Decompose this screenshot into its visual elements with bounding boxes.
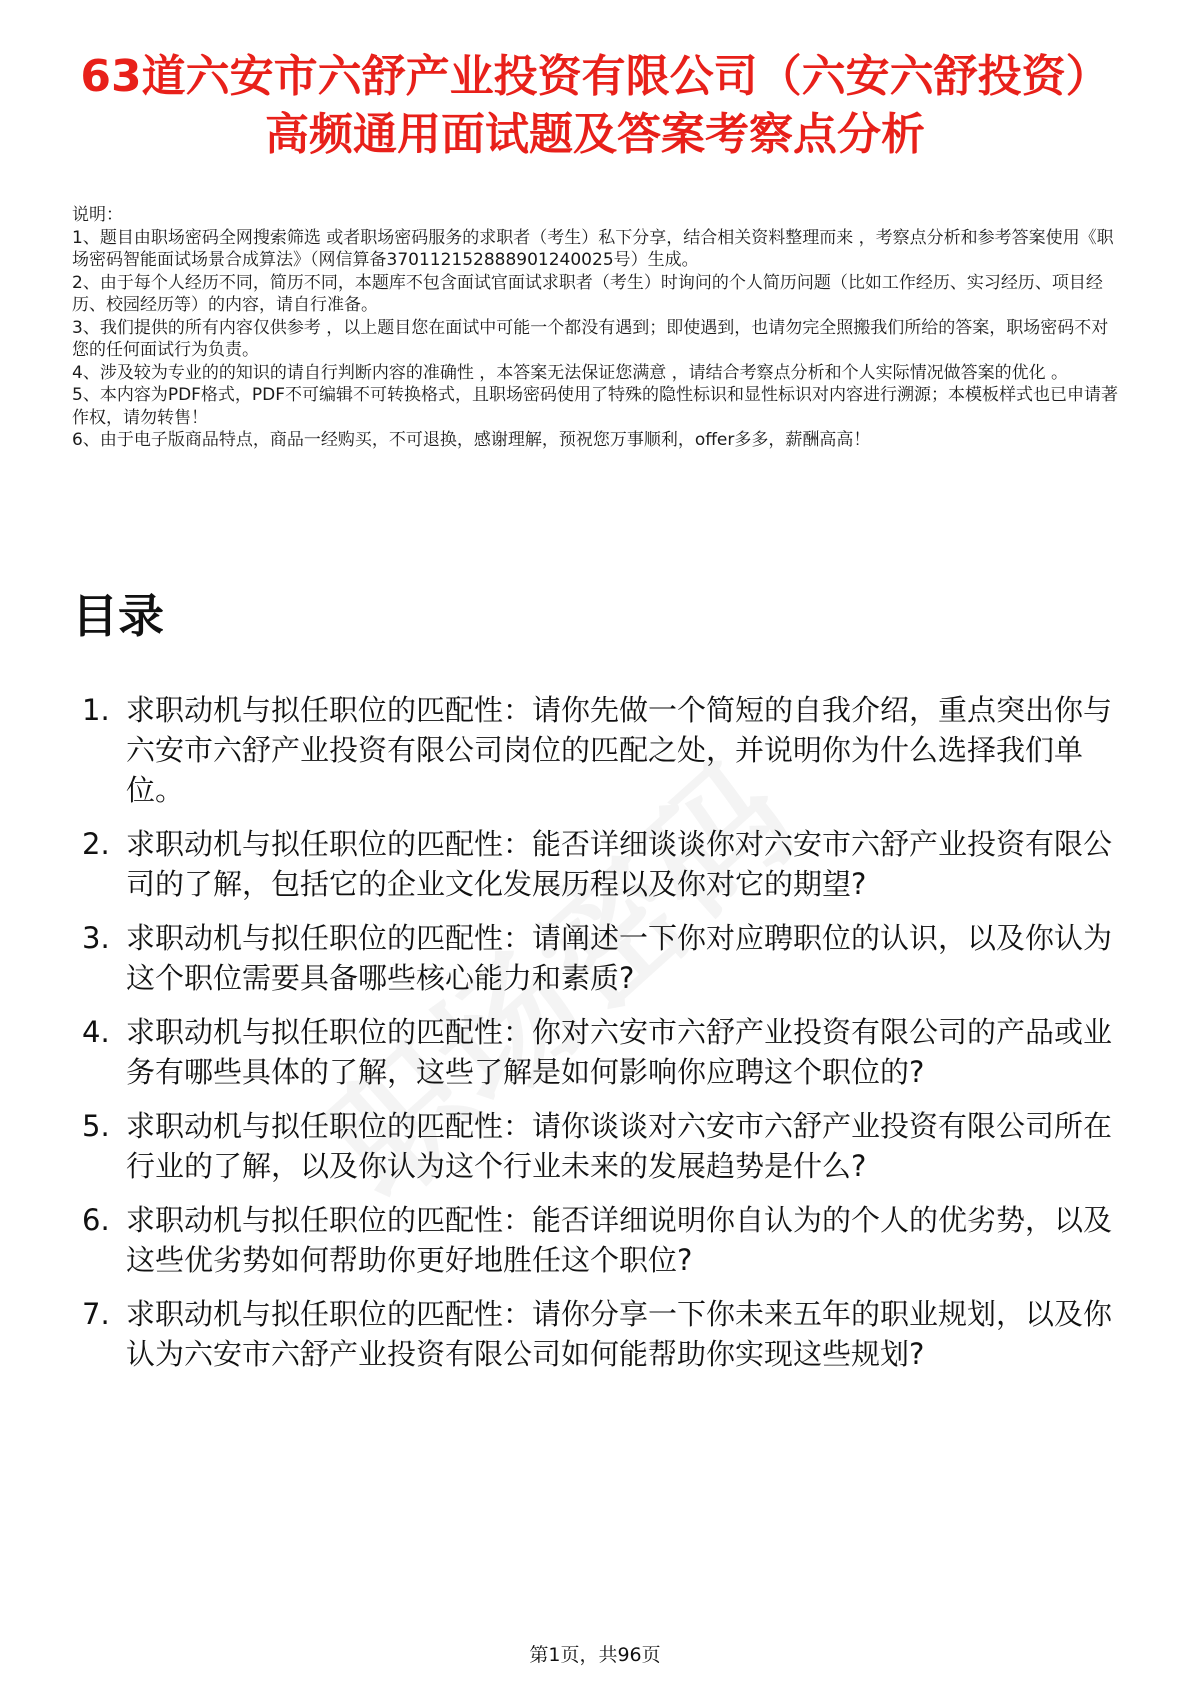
toc-item-text: 求职动机与拟任职位的匹配性：能否详细说明你自认为的个人的优劣势，以及这些优劣势如何帮助你更好地胜任这个职位? <box>126 1203 1113 1277</box>
note-item: 5、本内容为PDF格式，PDF不可编辑不可转换格式，且职场密码使用了特殊的隐性标识和显性标识对内容进行溯源；本模板样式也已申请著作权，请勿转售！ <box>72 385 1119 428</box>
toc-item-text: 求职动机与拟任职位的匹配性：你对六安市六舒产业投资有限公司的产品或业务有哪些具体的了解，这些了解是如何影响你应聘这个职位的? <box>126 1015 1113 1089</box>
toc-item-number: 1. <box>82 693 110 727</box>
toc-heading: 目录 <box>72 589 164 643</box>
toc-item[interactable] <box>72 1200 1132 1280</box>
toc-item-number: 2. <box>82 827 110 861</box>
toc-item-text: 求职动机与拟任职位的匹配性：请你谈谈对六安市六舒产业投资有限公司所在行业的了解，以及你认为这个行业未来的发展趋势是什么? <box>126 1109 1113 1183</box>
note-item: 2、由于每个人经历不同，简历不同，本题库不包含面试官面试求职者（考生）时询问的个人简历问题（比如工作经历、实习经历、项目经历、校园经历等）的内容，请自行准备。 <box>72 272 1103 315</box>
notes-heading: 说明： <box>72 205 123 225</box>
page-footer: 第1页，共96页 <box>529 1644 661 1666</box>
toc-list <box>72 690 1132 1388</box>
toc-item-text: 求职动机与拟任职位的匹配性：请你分享一下你未来五年的职业规划，以及你认为六安市六舒产业投资有限公司如何能帮助你实现这些规划? <box>126 1297 1113 1371</box>
note-item: 3、我们提供的所有内容仅供参考 ，以上题目您在面试中可能一个都没有遇到；即使遇到，也请勿完全照搬我们所给的答案，职场密码不对您的任何面试行为负责。 <box>72 317 1109 360</box>
toc-item-number: 7. <box>82 1297 110 1331</box>
note-item: 1、题目由职场密码全网搜索筛选 或者职场密码服务的求职者（考生）私下分享，结合相关资料整理而来 ，考察点分析和参考答案使用《职场密码智能面试场景合成算法》（网信算备370112152888901240025号）生成。 <box>72 227 1114 270</box>
toc-item[interactable] <box>72 1012 1132 1092</box>
toc-item-text: 求职动机与拟任职位的匹配性：请你先做一个简短的自我介绍，重点突出你与六安市六舒产业投资有限公司岗位的匹配之处，并说明你为什么选择我们单位。 <box>126 693 1113 807</box>
toc-item-number: 3. <box>82 921 110 955</box>
toc-item-text: 求职动机与拟任职位的匹配性：请阐述一下你对应聘职位的认识，以及你认为这个职位需要具备哪些核心能力和素质? <box>126 921 1113 995</box>
toc-item[interactable] <box>72 690 1132 810</box>
note-item: 4、涉及较为专业的的知识的请自行判断内容的准确性 ，本答案无法保证您满意 ，请结合考察点分析和个人实际情况做答案的优化 。 <box>72 362 1069 383</box>
note-item: 6、由于电子版商品特点，商品一经购买，不可退换，感谢理解，预祝您万事顺利，offer多多，薪酬高高！ <box>72 430 871 450</box>
document-title: 63道六安市六舒产业投资有限公司（六安六舒投资）高频通用面试题及答案考察点分析 <box>80 51 1110 160</box>
toc-item-text: 求职动机与拟任职位的匹配性：能否详细谈谈你对六安市六舒产业投资有限公司的了解，包括它的企业文化发展历程以及你对它的期望? <box>126 827 1113 901</box>
toc-item-number: 6. <box>82 1203 110 1237</box>
notes-section <box>72 204 1122 452</box>
toc-item-number: 4. <box>82 1015 110 1049</box>
toc-item-number: 5. <box>82 1109 110 1143</box>
toc-item[interactable] <box>72 918 1132 998</box>
toc-item[interactable] <box>72 824 1132 904</box>
toc-item[interactable] <box>72 1294 1132 1374</box>
toc-item[interactable] <box>72 1106 1132 1186</box>
